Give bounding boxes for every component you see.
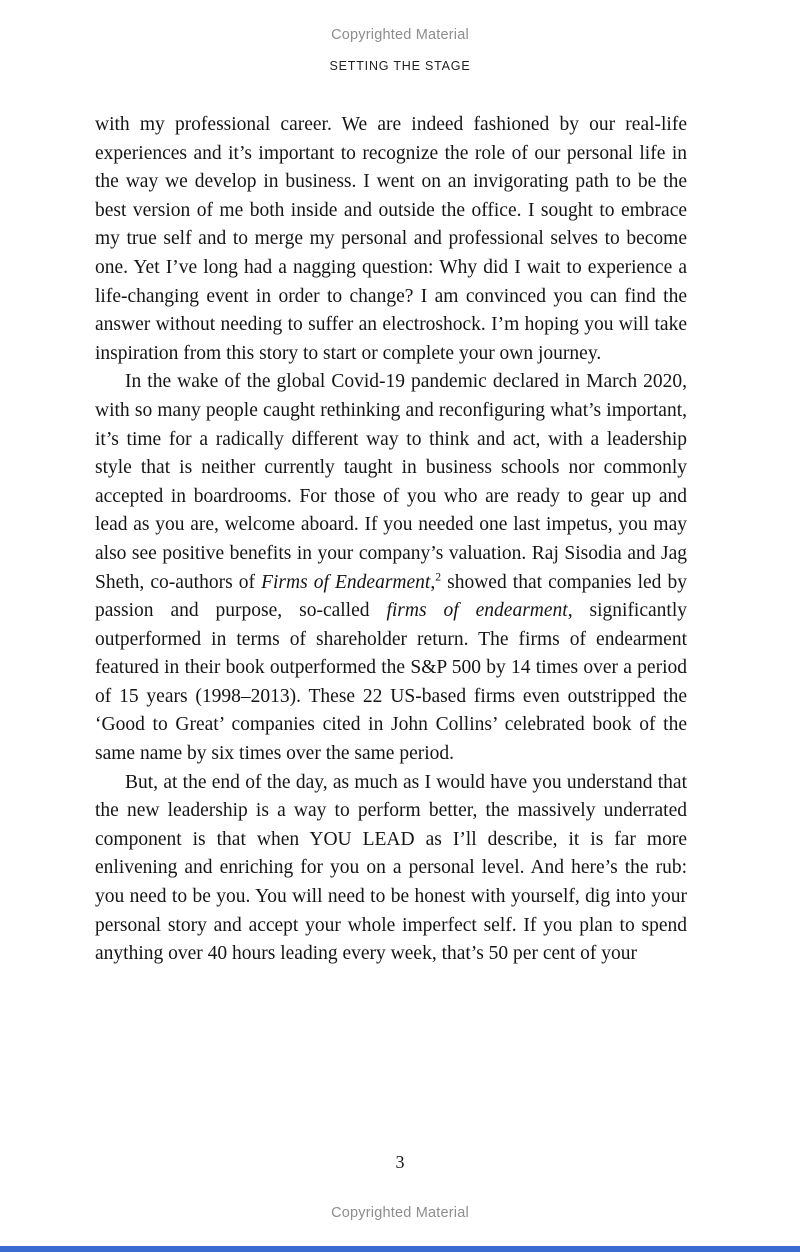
paragraph: [95, 111, 687, 368]
bottom-accent-bar: [0, 1246, 800, 1252]
footnote-marker: 2: [435, 570, 442, 583]
text-segment: ,: [430, 571, 436, 593]
text-segment: But, at the end of the day, as much as I would have you understand that the new leadership is a way to perform better, the massively underrated component is that when YOU LEAD as I’ll describe, it is far more enlivening and enriching for you on a personal level. And here’s the rub: you need to be you. You will need to be honest with yourself, dig into your personal story and accept your whole imperfect self. If you plan to spend anything over 40 hours leading every week, that’s 50 per cent of your: [95, 771, 687, 965]
page-number: 3: [395, 1152, 405, 1172]
paragraph: [95, 368, 687, 768]
text-segment: , significantly outperformed in terms of shareholder return. The firms of endearment featured in their book outperformed the S&P 500 by 14 times over a period of 15 years (1998–2013). These 22 US-based firms even outstripped the ‘Good to Great’ companies cited in John Collins’ celebrated book of the same name by six times over the same period.: [95, 600, 687, 765]
copyright-notice-bottom: Copyrighted Material: [331, 1205, 469, 1221]
copyright-notice-top: Copyrighted Material: [331, 27, 469, 43]
paragraph: [95, 769, 687, 969]
text-segment: Firms of Endearment: [261, 571, 431, 593]
text-segment: firms of endearment: [386, 600, 568, 622]
text-segment: In the wake of the global Covid-19 pandemic declared in March 2020, with so many people caught rethinking and reconfiguring what’s important, it’s time for a radically different way to think and act, with a leadership style that is neither currently taught in business schools nor commonly accepted in boardrooms. For those of you who are ready to gear up and lead as you are, welcome aboard. If you needed one last impetus, you may also see positive benefits in your company’s valuation. Raj Sisodia and Jag Sheth, co-authors of: [95, 371, 687, 593]
running-head: SETTING THE STAGE: [329, 59, 471, 73]
text-segment: with my professional career. We are indeed fashioned by our real-life experiences and it’s important to recognize the role of our personal life in the way we develop in business. I went on an invigorating path to be the best version of me both inside and outside the office. I sought to embrace my true self and to merge my personal and professional selves to become one. Yet I’ve long had a nagging question: Why did I wait to experience a life-changing event in order to change? I am convinced you can find the answer without needing to suffer an electroshock. I’m hoping you will take inspiration from this story to start or complete your own journey.: [95, 114, 687, 364]
text-segment: showed that companies led by passion and purpose, so-called: [95, 571, 687, 622]
body-text: [95, 111, 687, 969]
